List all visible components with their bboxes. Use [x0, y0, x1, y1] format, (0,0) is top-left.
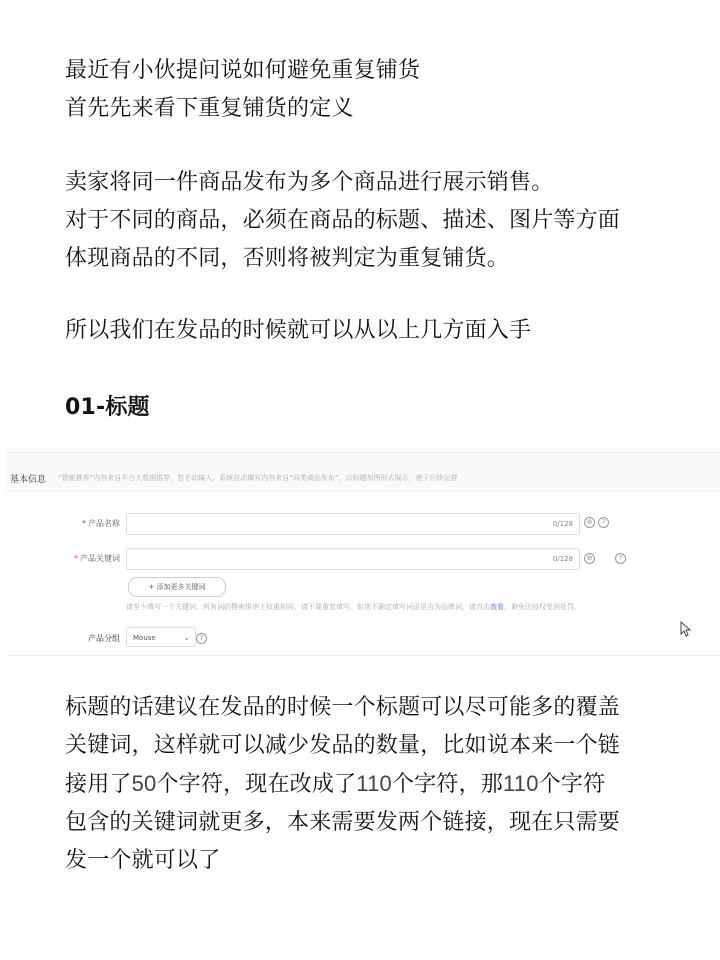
number-110: 110 [503, 771, 539, 796]
product-name-input[interactable] [126, 513, 580, 535]
body-line-1: 标题的话建议在发品的时候一个标题可以尽可能多的覆盖 [65, 695, 621, 720]
keyword-tip: 请至少填写一个关键词，所有词的搜索排序上权重相同，请不要重复填写。如您不确定填写词语是否为品牌词，请点击查看，避免因侵权受到处罚。 [126, 603, 581, 611]
add-keyword-button[interactable]: + 添加更多关键词 [128, 577, 226, 597]
group-select[interactable] [126, 627, 196, 647]
form-screenshot [6, 452, 720, 656]
approach-paragraph: 所以我们在发品的时候就可以从以上几方面入手 [65, 318, 532, 343]
section-heading: 01-标题 [65, 395, 150, 420]
number-50: 50 [131, 771, 157, 796]
intro-line-2: 首先先来看下重复铺货的定义 [65, 96, 354, 121]
keyword-label: * 产品关键词 [74, 554, 120, 563]
definition-line-3: 体现商品的不同，否则将被判定为重复铺货。 [65, 246, 510, 271]
group-select-value: Mouse [133, 634, 156, 642]
body-line-5: 发一个就可以了 [65, 848, 221, 873]
definition-paragraph [65, 164, 675, 278]
keyword-input[interactable] [126, 548, 580, 570]
product-name-label: * 产品名称 [82, 519, 120, 528]
definition-line-1: 卖家将同一件商品发布为多个商品进行展示销售。 [65, 170, 554, 195]
body-line-3: 接用了50个字符，现在改成了110个字符，那110个字符 [65, 771, 606, 797]
intro-paragraph [65, 52, 675, 128]
body-line-4: 包含的关键词就更多，本来需要发两个链接，现在只需要 [65, 810, 621, 835]
tip-view-link[interactable]: 查看 [490, 603, 504, 611]
product-name-counter: 0/128 [552, 520, 573, 528]
intro-line-1: 最近有小伙提问说如何避免重复铺货 [65, 58, 421, 83]
help-icon[interactable]: ? [196, 633, 207, 644]
keyword-counter: 0/128 [552, 555, 573, 563]
form-title: 基本信息 [10, 475, 47, 485]
form-header [6, 453, 720, 492]
form-hint: “智能推荐”内容来自平台大数据推荐，若手动输入，系统自动填写内容来自“同类商品发布”，以标题加图形式展示，便于后续运营 [58, 474, 458, 482]
number-110: 110 [356, 771, 392, 796]
body-line-2: 关键词，这样就可以减少发品的数量，比如说本来一个链 [65, 733, 621, 758]
help-icon[interactable]: ? [598, 517, 609, 528]
definition-line-2: 对于不同的商品，必须在商品的标题、描述、图片等方面 [65, 208, 621, 233]
help-icon[interactable]: ? [615, 553, 626, 564]
globe-icon[interactable]: ⊕ [584, 553, 595, 564]
body-paragraph [65, 689, 675, 880]
group-label: 产品分组 [88, 634, 120, 643]
globe-icon[interactable]: ⊕ [584, 517, 595, 528]
chevron-down-icon: ⌄ [183, 633, 190, 642]
mouse-cursor-icon [680, 621, 692, 637]
